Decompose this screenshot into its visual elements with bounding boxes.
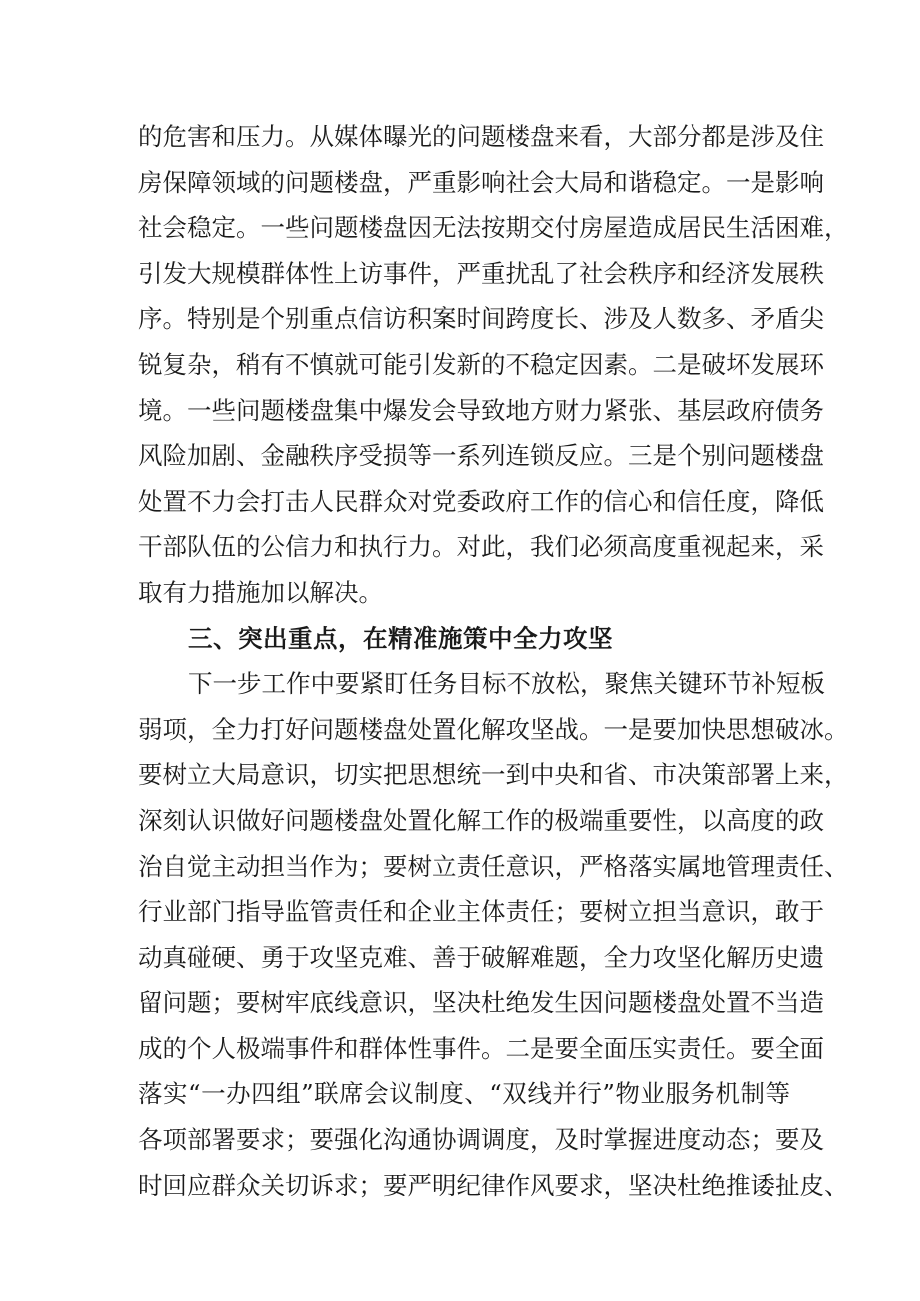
text-line: 深刻认识做好问题楼盘处置化解工作的极端重要性，以高度的政 <box>138 805 824 835</box>
paragraph-1 <box>138 114 849 616</box>
text-line: 行业部门指导监管责任和企业主体责任；要树立担当意识，敢于 <box>138 897 824 927</box>
text-line: 各项部署要求；要强化沟通协调调度，及时掌握进度动态；要及 <box>138 1125 824 1155</box>
paragraph-2 <box>138 661 849 1208</box>
document-body <box>138 114 849 1208</box>
text-line: 落实“一办四组”联席会议制度、“双线并行”物业服务机制等 <box>138 1079 790 1109</box>
text-line: 风险加剧、金融秩序受损等一系列连锁反应。三是个别问题楼盘 <box>138 441 824 471</box>
text-line: 境。一些问题楼盘集中爆发会导致地方财力紧张、基层政府债务 <box>138 395 824 425</box>
text-line: 房保障领域的问题楼盘，严重影响社会大局和谐稳定。一是影响 <box>138 167 824 197</box>
text-line: 治自觉主动担当作为；要树立责任意识，严格落实属地管理责任、 <box>138 851 849 881</box>
text-line: 动真碰硬、勇于攻坚克难、善于破解难题，全力攻坚化解历史遗 <box>138 942 824 972</box>
text-line: 的危害和压力。从媒体曝光的问题楼盘来看，大部分都是涉及住 <box>138 122 824 151</box>
text-line: 要树立大局意识，切实把思想统一到中央和省、市决策部署上来， <box>138 760 849 790</box>
text-line: 引发大规模群体性上访事件，严重扰乱了社会秩序和经济发展秩 <box>138 258 824 288</box>
text-line: 弱项，全力打好问题楼盘处置化解攻坚战。一是要加快思想破冰。 <box>138 714 849 744</box>
text-line: 成的个人极端事件和群体性事件。二是要全面压实责任。要全面 <box>138 1033 824 1063</box>
text-line: 下一步工作中要紧盯任务目标不放松，聚焦关键环节补短板 <box>188 669 825 699</box>
section-heading: 三、突出重点，在精准施策中全力攻坚 <box>188 623 613 653</box>
text-line: 干部队伍的公信力和执行力。对此，我们必须高度重视起来，采 <box>138 532 824 562</box>
text-line: 处置不力会打击人民群众对党委政府工作的信心和信任度，降低 <box>138 486 824 516</box>
text-line: 锐复杂，稍有不慎就可能引发新的不稳定因素。二是破坏发展环 <box>138 349 824 379</box>
text-line: 取有力措施加以解决。 <box>138 577 383 607</box>
text-line: 社会稳定。一些问题楼盘因无法按期交付房屋造成居民生活困难， <box>138 213 849 243</box>
text-line: 时回应群众关切诉求；要严明纪律作风要求，坚决杜绝推诿扯皮、 <box>138 1170 849 1200</box>
text-line: 序。特别是个别重点信访积案时间跨度长、涉及人数多、矛盾尖 <box>138 304 824 334</box>
text-line: 留问题；要树牢底线意识，坚决杜绝发生因问题楼盘处置不当造 <box>138 988 824 1018</box>
